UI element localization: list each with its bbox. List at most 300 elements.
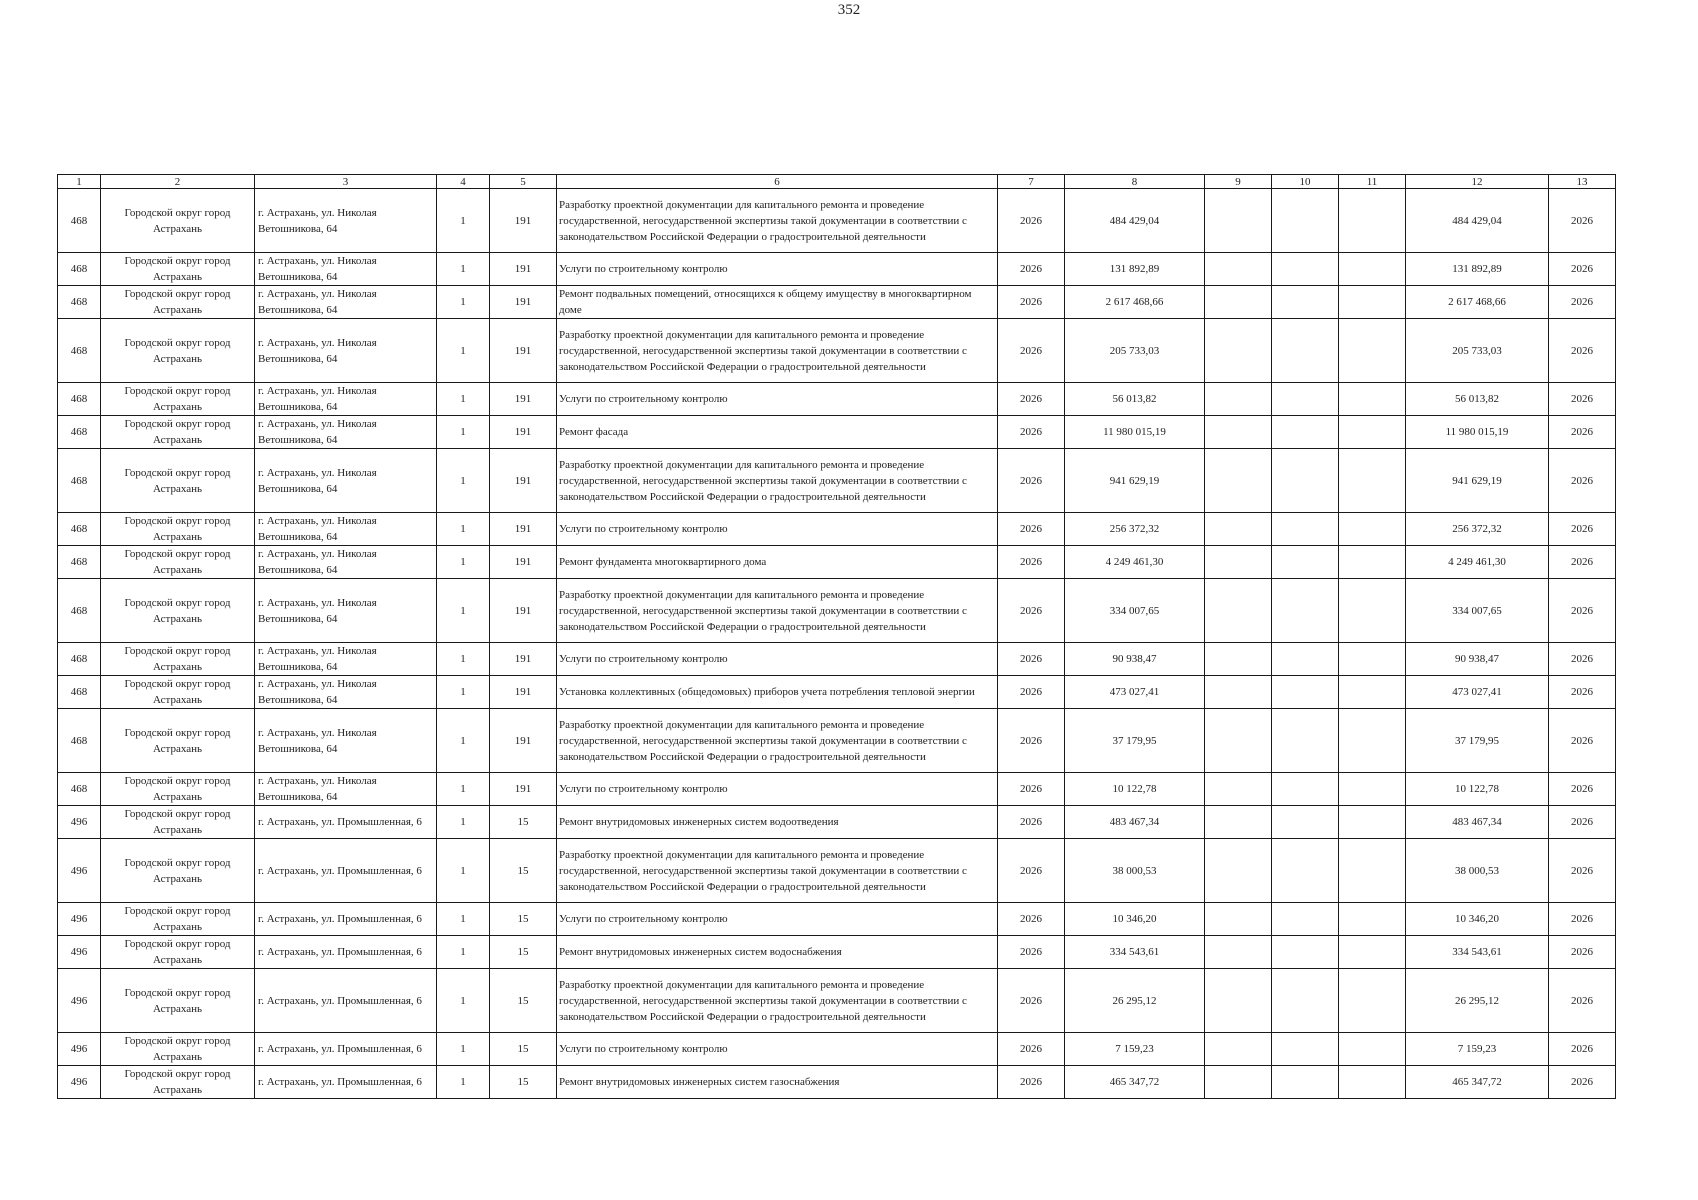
work-type-cell: Услуги по строительному контролю xyxy=(557,1033,998,1066)
col5-cell: 191 xyxy=(490,546,557,579)
completion-year-cell: 2026 xyxy=(1549,643,1616,676)
col4-cell: 1 xyxy=(437,546,490,579)
cost-cell: 2 617 468,66 xyxy=(1065,286,1205,319)
cost-cell: 38 000,53 xyxy=(1065,839,1205,903)
total-cost-cell: 26 295,12 xyxy=(1406,969,1549,1033)
col11-cell xyxy=(1339,319,1406,383)
col11-cell xyxy=(1339,643,1406,676)
col5-cell: 191 xyxy=(490,676,557,709)
object-id-cell: 468 xyxy=(58,189,101,253)
municipality-cell: Городской округ город Астрахань xyxy=(101,319,255,383)
total-cost-cell: 4 249 461,30 xyxy=(1406,546,1549,579)
table-row xyxy=(58,1033,1616,1066)
col4-cell: 1 xyxy=(437,806,490,839)
work-type-cell: Ремонт подвальных помещений, относящихся к общему имуществу в многоквартирном доме xyxy=(557,286,998,319)
table-row xyxy=(58,903,1616,936)
col4-cell: 1 xyxy=(437,1066,490,1099)
col5-cell: 191 xyxy=(490,319,557,383)
col11-cell xyxy=(1339,579,1406,643)
col10-cell xyxy=(1272,286,1339,319)
year-cell: 2026 xyxy=(998,1066,1065,1099)
municipality-cell: Городской округ город Астрахань xyxy=(101,709,255,773)
address-cell: г. Астрахань, ул. Промышленная, 6 xyxy=(255,1033,437,1066)
col9-cell xyxy=(1205,773,1272,806)
col11-cell xyxy=(1339,969,1406,1033)
municipality-cell: Городской округ город Астрахань xyxy=(101,189,255,253)
address-cell: г. Астрахань, ул. Николая Ветошникова, 64 xyxy=(255,416,437,449)
table-row xyxy=(58,709,1616,773)
address-cell: г. Астрахань, ул. Николая Ветошникова, 64 xyxy=(255,709,437,773)
cost-cell: 483 467,34 xyxy=(1065,806,1205,839)
total-cost-cell: 10 122,78 xyxy=(1406,773,1549,806)
year-cell: 2026 xyxy=(998,709,1065,773)
col4-cell: 1 xyxy=(437,383,490,416)
address-cell: г. Астрахань, ул. Николая Ветошникова, 64 xyxy=(255,676,437,709)
work-type-cell: Ремонт внутридомовых инженерных систем водоотведения xyxy=(557,806,998,839)
object-id-cell: 468 xyxy=(58,286,101,319)
cost-cell: 26 295,12 xyxy=(1065,969,1205,1033)
table-row xyxy=(58,253,1616,286)
work-type-cell: Ремонт фасада xyxy=(557,416,998,449)
col9-cell xyxy=(1205,676,1272,709)
cost-cell: 334 007,65 xyxy=(1065,579,1205,643)
work-type-cell: Услуги по строительному контролю xyxy=(557,903,998,936)
repair-plan-table xyxy=(57,174,1616,1099)
col4-cell: 1 xyxy=(437,969,490,1033)
col9-cell xyxy=(1205,449,1272,513)
col5-cell: 15 xyxy=(490,903,557,936)
col11-cell xyxy=(1339,1033,1406,1066)
completion-year-cell: 2026 xyxy=(1549,449,1616,513)
col5-cell: 191 xyxy=(490,189,557,253)
col4-cell: 1 xyxy=(437,449,490,513)
year-cell: 2026 xyxy=(998,416,1065,449)
col9-cell xyxy=(1205,709,1272,773)
object-id-cell: 496 xyxy=(58,936,101,969)
address-cell: г. Астрахань, ул. Николая Ветошникова, 64 xyxy=(255,579,437,643)
year-cell: 2026 xyxy=(998,253,1065,286)
col5-cell: 15 xyxy=(490,839,557,903)
cost-cell: 10 122,78 xyxy=(1065,773,1205,806)
municipality-cell: Городской округ город Астрахань xyxy=(101,903,255,936)
object-id-cell: 496 xyxy=(58,1033,101,1066)
completion-year-cell: 2026 xyxy=(1549,513,1616,546)
address-cell: г. Астрахань, ул. Николая Ветошникова, 64 xyxy=(255,546,437,579)
object-id-cell: 468 xyxy=(58,579,101,643)
col4-cell: 1 xyxy=(437,709,490,773)
year-cell: 2026 xyxy=(998,319,1065,383)
col5-cell: 15 xyxy=(490,1033,557,1066)
col4-cell: 1 xyxy=(437,676,490,709)
col9-cell xyxy=(1205,643,1272,676)
col10-cell xyxy=(1272,189,1339,253)
address-cell: г. Астрахань, ул. Промышленная, 6 xyxy=(255,903,437,936)
municipality-cell: Городской округ город Астрахань xyxy=(101,416,255,449)
total-cost-cell: 205 733,03 xyxy=(1406,319,1549,383)
total-cost-cell: 10 346,20 xyxy=(1406,903,1549,936)
year-cell: 2026 xyxy=(998,1033,1065,1066)
col10-cell xyxy=(1272,1066,1339,1099)
cost-cell: 484 429,04 xyxy=(1065,189,1205,253)
address-cell: г. Астрахань, ул. Николая Ветошникова, 64 xyxy=(255,643,437,676)
work-type-cell: Разработку проектной документации для капитального ремонта и проведение государственной, негосударственной экспертизы такой документации в соответствии с законодательством Российской Федерации о градостроительной деятельности xyxy=(557,969,998,1033)
table-row xyxy=(58,806,1616,839)
column-header-9: 9 xyxy=(1205,175,1272,189)
object-id-cell: 496 xyxy=(58,969,101,1033)
col5-cell: 191 xyxy=(490,709,557,773)
table-row xyxy=(58,189,1616,253)
table-row xyxy=(58,513,1616,546)
col9-cell xyxy=(1205,513,1272,546)
col11-cell xyxy=(1339,383,1406,416)
completion-year-cell: 2026 xyxy=(1549,416,1616,449)
total-cost-cell: 7 159,23 xyxy=(1406,1033,1549,1066)
cost-cell: 11 980 015,19 xyxy=(1065,416,1205,449)
municipality-cell: Городской округ город Астрахань xyxy=(101,806,255,839)
total-cost-cell: 38 000,53 xyxy=(1406,839,1549,903)
work-type-cell: Разработку проектной документации для капитального ремонта и проведение государственной, негосударственной экспертизы такой документации в соответствии с законодательством Российской Федерации о градостроительной деятельности xyxy=(557,319,998,383)
total-cost-cell: 37 179,95 xyxy=(1406,709,1549,773)
work-type-cell: Разработку проектной документации для капитального ремонта и проведение государственной, негосударственной экспертизы такой документации в соответствии с законодательством Российской Федерации о градостроительной деятельности xyxy=(557,189,998,253)
completion-year-cell: 2026 xyxy=(1549,709,1616,773)
object-id-cell: 468 xyxy=(58,709,101,773)
column-header-12: 12 xyxy=(1406,175,1549,189)
column-header-5: 5 xyxy=(490,175,557,189)
cost-cell: 10 346,20 xyxy=(1065,903,1205,936)
col11-cell xyxy=(1339,286,1406,319)
col5-cell: 191 xyxy=(490,253,557,286)
col4-cell: 1 xyxy=(437,286,490,319)
table-row xyxy=(58,936,1616,969)
municipality-cell: Городской округ город Астрахань xyxy=(101,1066,255,1099)
col5-cell: 191 xyxy=(490,773,557,806)
table-row xyxy=(58,383,1616,416)
col5-cell: 15 xyxy=(490,969,557,1033)
table-row xyxy=(58,839,1616,903)
work-type-cell: Разработку проектной документации для капитального ремонта и проведение государственной, негосударственной экспертизы такой документации в соответствии с законодательством Российской Федерации о градостроительной деятельности xyxy=(557,449,998,513)
col4-cell: 1 xyxy=(437,1033,490,1066)
column-header-6: 6 xyxy=(557,175,998,189)
col9-cell xyxy=(1205,936,1272,969)
work-type-cell: Ремонт фундамента многоквартирного дома xyxy=(557,546,998,579)
total-cost-cell: 483 467,34 xyxy=(1406,806,1549,839)
table-row xyxy=(58,643,1616,676)
col5-cell: 191 xyxy=(490,416,557,449)
table-row xyxy=(58,319,1616,383)
municipality-cell: Городской округ город Астрахань xyxy=(101,579,255,643)
year-cell: 2026 xyxy=(998,969,1065,1033)
municipality-cell: Городской округ город Астрахань xyxy=(101,513,255,546)
col4-cell: 1 xyxy=(437,839,490,903)
col11-cell xyxy=(1339,449,1406,513)
cost-cell: 334 543,61 xyxy=(1065,936,1205,969)
object-id-cell: 496 xyxy=(58,1066,101,1099)
column-header-13: 13 xyxy=(1549,175,1616,189)
year-cell: 2026 xyxy=(998,449,1065,513)
object-id-cell: 468 xyxy=(58,546,101,579)
total-cost-cell: 334 007,65 xyxy=(1406,579,1549,643)
col9-cell xyxy=(1205,383,1272,416)
col11-cell xyxy=(1339,416,1406,449)
municipality-cell: Городской округ город Астрахань xyxy=(101,969,255,1033)
total-cost-cell: 56 013,82 xyxy=(1406,383,1549,416)
col11-cell xyxy=(1339,676,1406,709)
total-cost-cell: 473 027,41 xyxy=(1406,676,1549,709)
cost-cell: 131 892,89 xyxy=(1065,253,1205,286)
address-cell: г. Астрахань, ул. Промышленная, 6 xyxy=(255,806,437,839)
year-cell: 2026 xyxy=(998,513,1065,546)
col5-cell: 191 xyxy=(490,643,557,676)
year-cell: 2026 xyxy=(998,383,1065,416)
year-cell: 2026 xyxy=(998,903,1065,936)
completion-year-cell: 2026 xyxy=(1549,286,1616,319)
col9-cell xyxy=(1205,319,1272,383)
object-id-cell: 468 xyxy=(58,513,101,546)
work-type-cell: Разработку проектной документации для капитального ремонта и проведение государственной, негосударственной экспертизы такой документации в соответствии с законодательством Российской Федерации о градостроительной деятельности xyxy=(557,709,998,773)
col4-cell: 1 xyxy=(437,189,490,253)
year-cell: 2026 xyxy=(998,286,1065,319)
column-header-2: 2 xyxy=(101,175,255,189)
object-id-cell: 468 xyxy=(58,643,101,676)
completion-year-cell: 2026 xyxy=(1549,676,1616,709)
address-cell: г. Астрахань, ул. Николая Ветошникова, 64 xyxy=(255,773,437,806)
year-cell: 2026 xyxy=(998,806,1065,839)
col11-cell xyxy=(1339,189,1406,253)
municipality-cell: Городской округ город Астрахань xyxy=(101,383,255,416)
table-row xyxy=(58,416,1616,449)
address-cell: г. Астрахань, ул. Промышленная, 6 xyxy=(255,936,437,969)
col10-cell xyxy=(1272,936,1339,969)
col10-cell xyxy=(1272,1033,1339,1066)
col4-cell: 1 xyxy=(437,936,490,969)
col4-cell: 1 xyxy=(437,579,490,643)
table-body xyxy=(58,189,1616,1099)
municipality-cell: Городской округ город Астрахань xyxy=(101,936,255,969)
year-cell: 2026 xyxy=(998,189,1065,253)
total-cost-cell: 334 543,61 xyxy=(1406,936,1549,969)
col9-cell xyxy=(1205,579,1272,643)
year-cell: 2026 xyxy=(998,643,1065,676)
year-cell: 2026 xyxy=(998,546,1065,579)
cost-cell: 37 179,95 xyxy=(1065,709,1205,773)
table-row xyxy=(58,579,1616,643)
total-cost-cell: 2 617 468,66 xyxy=(1406,286,1549,319)
cost-cell: 205 733,03 xyxy=(1065,319,1205,383)
municipality-cell: Городской округ город Астрахань xyxy=(101,839,255,903)
object-id-cell: 496 xyxy=(58,903,101,936)
work-type-cell: Услуги по строительному контролю xyxy=(557,513,998,546)
table-row xyxy=(58,449,1616,513)
col10-cell xyxy=(1272,806,1339,839)
col4-cell: 1 xyxy=(437,513,490,546)
object-id-cell: 468 xyxy=(58,676,101,709)
table-header-row xyxy=(58,175,1616,189)
year-cell: 2026 xyxy=(998,936,1065,969)
completion-year-cell: 2026 xyxy=(1549,383,1616,416)
object-id-cell: 468 xyxy=(58,773,101,806)
col10-cell xyxy=(1272,383,1339,416)
cost-cell: 473 027,41 xyxy=(1065,676,1205,709)
completion-year-cell: 2026 xyxy=(1549,546,1616,579)
col11-cell xyxy=(1339,936,1406,969)
col9-cell xyxy=(1205,189,1272,253)
completion-year-cell: 2026 xyxy=(1549,773,1616,806)
total-cost-cell: 256 372,32 xyxy=(1406,513,1549,546)
work-type-cell: Ремонт внутридомовых инженерных систем газоснабжения xyxy=(557,1066,998,1099)
completion-year-cell: 2026 xyxy=(1549,806,1616,839)
total-cost-cell: 941 629,19 xyxy=(1406,449,1549,513)
total-cost-cell: 11 980 015,19 xyxy=(1406,416,1549,449)
col11-cell xyxy=(1339,709,1406,773)
col5-cell: 15 xyxy=(490,1066,557,1099)
col5-cell: 191 xyxy=(490,513,557,546)
col10-cell xyxy=(1272,709,1339,773)
col10-cell xyxy=(1272,643,1339,676)
col11-cell xyxy=(1339,253,1406,286)
table-row xyxy=(58,286,1616,319)
col10-cell xyxy=(1272,839,1339,903)
work-type-cell: Услуги по строительному контролю xyxy=(557,253,998,286)
col11-cell xyxy=(1339,903,1406,936)
work-type-cell: Разработку проектной документации для капитального ремонта и проведение государственной, негосударственной экспертизы такой документации в соответствии с законодательством Российской Федерации о градостроительной деятельности xyxy=(557,579,998,643)
municipality-cell: Городской округ город Астрахань xyxy=(101,773,255,806)
col4-cell: 1 xyxy=(437,903,490,936)
cost-cell: 90 938,47 xyxy=(1065,643,1205,676)
column-header-8: 8 xyxy=(1065,175,1205,189)
object-id-cell: 468 xyxy=(58,416,101,449)
column-header-10: 10 xyxy=(1272,175,1339,189)
address-cell: г. Астрахань, ул. Промышленная, 6 xyxy=(255,1066,437,1099)
col10-cell xyxy=(1272,253,1339,286)
col10-cell xyxy=(1272,903,1339,936)
address-cell: г. Астрахань, ул. Николая Ветошникова, 64 xyxy=(255,449,437,513)
table-row xyxy=(58,969,1616,1033)
col11-cell xyxy=(1339,839,1406,903)
work-type-cell: Услуги по строительному контролю xyxy=(557,643,998,676)
col9-cell xyxy=(1205,806,1272,839)
completion-year-cell: 2026 xyxy=(1549,253,1616,286)
completion-year-cell: 2026 xyxy=(1549,936,1616,969)
municipality-cell: Городской округ город Астрахань xyxy=(101,449,255,513)
cost-cell: 941 629,19 xyxy=(1065,449,1205,513)
col11-cell xyxy=(1339,806,1406,839)
completion-year-cell: 2026 xyxy=(1549,579,1616,643)
municipality-cell: Городской округ город Астрахань xyxy=(101,676,255,709)
col5-cell: 191 xyxy=(490,579,557,643)
col10-cell xyxy=(1272,969,1339,1033)
year-cell: 2026 xyxy=(998,579,1065,643)
col9-cell xyxy=(1205,1066,1272,1099)
page-number: 352 xyxy=(837,2,861,18)
col11-cell xyxy=(1339,546,1406,579)
year-cell: 2026 xyxy=(998,773,1065,806)
col10-cell xyxy=(1272,579,1339,643)
object-id-cell: 468 xyxy=(58,383,101,416)
cost-cell: 4 249 461,30 xyxy=(1065,546,1205,579)
col10-cell xyxy=(1272,773,1339,806)
col4-cell: 1 xyxy=(437,416,490,449)
col11-cell xyxy=(1339,513,1406,546)
municipality-cell: Городской округ город Астрахань xyxy=(101,253,255,286)
address-cell: г. Астрахань, ул. Николая Ветошникова, 64 xyxy=(255,189,437,253)
year-cell: 2026 xyxy=(998,676,1065,709)
municipality-cell: Городской округ город Астрахань xyxy=(101,1033,255,1066)
column-header-11: 11 xyxy=(1339,175,1406,189)
completion-year-cell: 2026 xyxy=(1549,1066,1616,1099)
col10-cell xyxy=(1272,319,1339,383)
cost-cell: 7 159,23 xyxy=(1065,1033,1205,1066)
col5-cell: 191 xyxy=(490,449,557,513)
completion-year-cell: 2026 xyxy=(1549,319,1616,383)
total-cost-cell: 131 892,89 xyxy=(1406,253,1549,286)
object-id-cell: 496 xyxy=(58,839,101,903)
col9-cell xyxy=(1205,286,1272,319)
column-header-4: 4 xyxy=(437,175,490,189)
col4-cell: 1 xyxy=(437,319,490,383)
year-cell: 2026 xyxy=(998,839,1065,903)
cost-cell: 256 372,32 xyxy=(1065,513,1205,546)
col11-cell xyxy=(1339,1066,1406,1099)
column-header-3: 3 xyxy=(255,175,437,189)
work-type-cell: Услуги по строительному контролю xyxy=(557,383,998,416)
table-row xyxy=(58,773,1616,806)
col5-cell: 15 xyxy=(490,806,557,839)
col5-cell: 191 xyxy=(490,286,557,319)
work-type-cell: Разработку проектной документации для капитального ремонта и проведение государственной, негосударственной экспертизы такой документации в соответствии с законодательством Российской Федерации о градостроительной деятельности xyxy=(557,839,998,903)
cost-cell: 465 347,72 xyxy=(1065,1066,1205,1099)
col5-cell: 15 xyxy=(490,936,557,969)
col9-cell xyxy=(1205,253,1272,286)
total-cost-cell: 465 347,72 xyxy=(1406,1066,1549,1099)
completion-year-cell: 2026 xyxy=(1549,189,1616,253)
object-id-cell: 468 xyxy=(58,319,101,383)
col9-cell xyxy=(1205,903,1272,936)
col10-cell xyxy=(1272,513,1339,546)
col5-cell: 191 xyxy=(490,383,557,416)
municipality-cell: Городской округ город Астрахань xyxy=(101,546,255,579)
table-row xyxy=(58,676,1616,709)
object-id-cell: 468 xyxy=(58,449,101,513)
completion-year-cell: 2026 xyxy=(1549,969,1616,1033)
col10-cell xyxy=(1272,449,1339,513)
municipality-cell: Городской округ город Астрахань xyxy=(101,286,255,319)
col10-cell xyxy=(1272,546,1339,579)
col9-cell xyxy=(1205,1033,1272,1066)
column-header-1: 1 xyxy=(58,175,101,189)
address-cell: г. Астрахань, ул. Николая Ветошникова, 64 xyxy=(255,383,437,416)
col4-cell: 1 xyxy=(437,253,490,286)
table-row xyxy=(58,1066,1616,1099)
col10-cell xyxy=(1272,676,1339,709)
col4-cell: 1 xyxy=(437,773,490,806)
total-cost-cell: 484 429,04 xyxy=(1406,189,1549,253)
work-type-cell: Ремонт внутридомовых инженерных систем водоснабжения xyxy=(557,936,998,969)
col11-cell xyxy=(1339,773,1406,806)
col4-cell: 1 xyxy=(437,643,490,676)
completion-year-cell: 2026 xyxy=(1549,839,1616,903)
table-container xyxy=(57,174,1616,1099)
work-type-cell: Услуги по строительному контролю xyxy=(557,773,998,806)
address-cell: г. Астрахань, ул. Николая Ветошникова, 64 xyxy=(255,319,437,383)
completion-year-cell: 2026 xyxy=(1549,1033,1616,1066)
total-cost-cell: 90 938,47 xyxy=(1406,643,1549,676)
col10-cell xyxy=(1272,416,1339,449)
col9-cell xyxy=(1205,546,1272,579)
object-id-cell: 468 xyxy=(58,253,101,286)
address-cell: г. Астрахань, ул. Промышленная, 6 xyxy=(255,969,437,1033)
col9-cell xyxy=(1205,969,1272,1033)
table-row xyxy=(58,546,1616,579)
